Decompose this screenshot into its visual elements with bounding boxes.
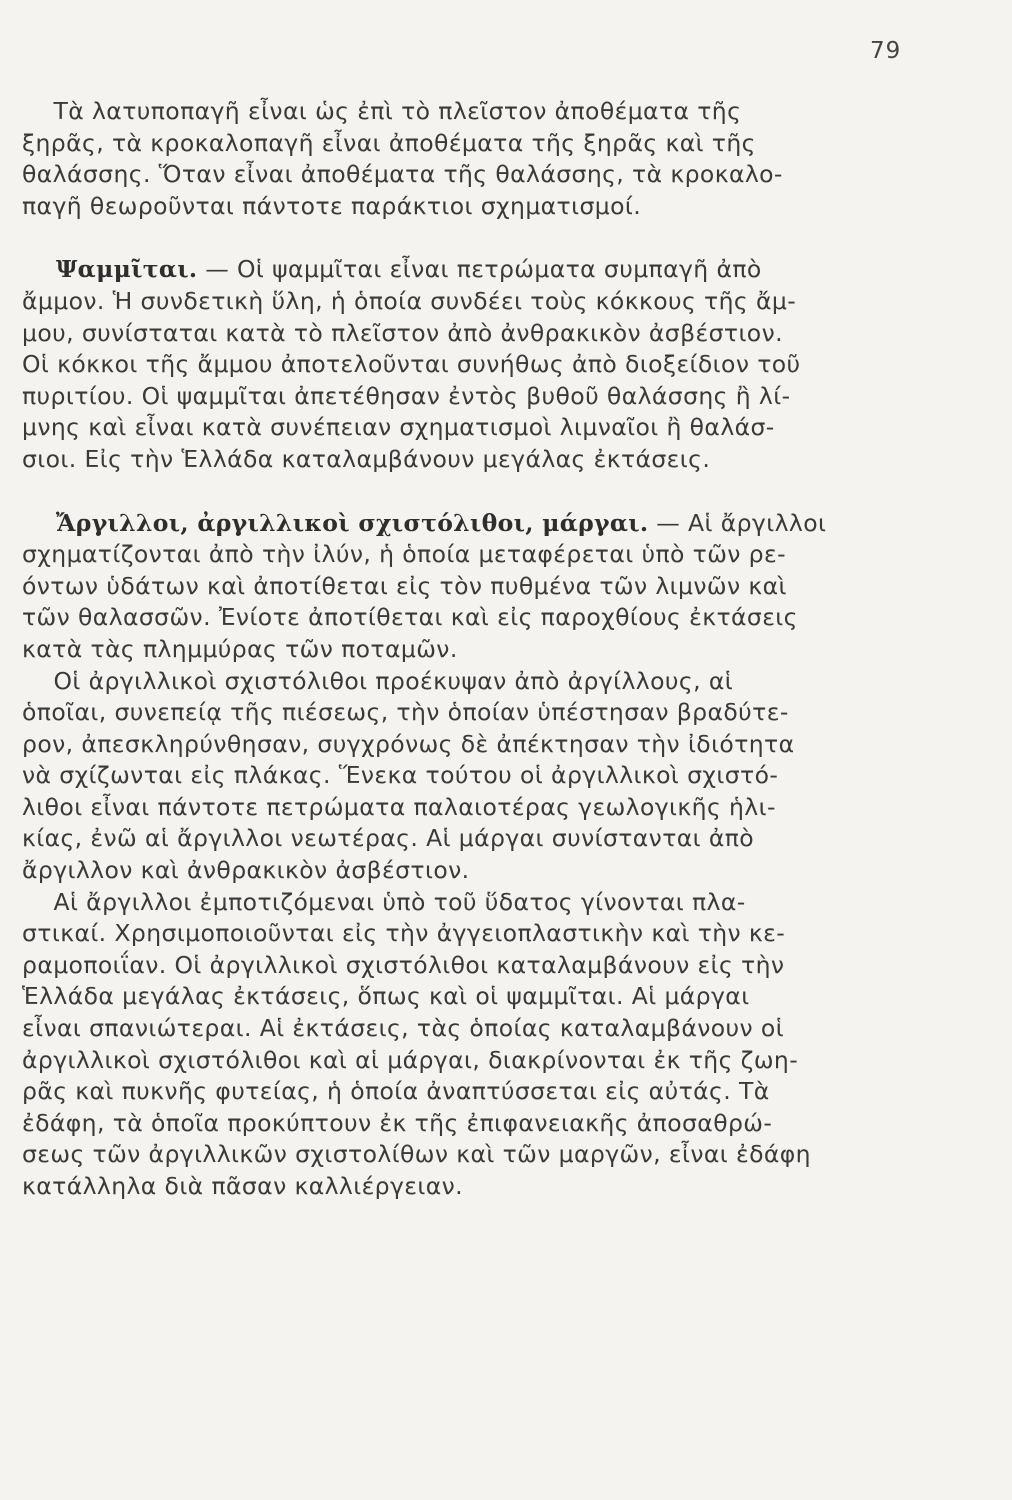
- text-line: θαλάσσης. Ὅταν εἶναι ἀποθέματα τῆς θαλάσσης, τὰ κροκαλο-: [22, 160, 783, 189]
- section-heading-sandstones: Ψαμμῖται.: [22, 255, 198, 284]
- text-line: Αἱ ἄργιλλοι ἐμποτιζόμεναι ὑπὸ τοῦ ὕδατος γίνονται πλα-: [22, 887, 746, 916]
- text-line: ἀργιλλικοὶ σχιστόλιθοι καὶ αἱ μάργαι, διακρίνονται ἐκ τῆς ζωη-: [22, 1045, 799, 1074]
- text-line: σιοι. Εἰς τὴν Ἑλλάδα καταλαμβάνουν μεγάλας ἐκτάσεις.: [22, 444, 711, 473]
- paragraph-gap: [22, 476, 904, 508]
- text-line: ραμοποιΐαν. Οἱ ἀργιλλικοὶ σχιστόλιθοι καταλαμβάνουν εἰς τὴν: [22, 950, 785, 979]
- text-line: ξηρᾶς, τὰ κροκαλοπαγῆ εἶναι ἀποθέματα τῆς ξηρᾶς καὶ τῆς: [22, 128, 756, 157]
- section-heading-clays: Ἄργιλλοι, ἀργιλλικοὶ σχιστόλιθοι, μάργαι.: [22, 508, 649, 537]
- paragraph-sandstones: [22, 254, 904, 475]
- text-line: [22, 254, 904, 286]
- text-line: κατὰ τὰς πλημμύρας τῶν ποταμῶν.: [22, 634, 458, 663]
- page-number: 79: [870, 38, 902, 64]
- text-line: σχηματίζονται ἀπὸ τὴν ἰλύν, ἡ ὁποία μεταφέρεται ὑπὸ τῶν ρε-: [22, 540, 786, 569]
- paragraph-clay-uses: [22, 887, 904, 1203]
- text-line: όντων ὑδάτων καὶ ἀποτίθεται εἰς τὸν πυθμένα τῶν λιμνῶν καὶ: [22, 571, 787, 600]
- text-line: νὰ σχίζωνται εἰς πλάκας. Ἕνεκα τούτου οἱ ἀργιλλικοὶ σχιστό-: [22, 761, 779, 790]
- text-line: πυριτίου. Οἱ ψαμμῖται ἀπετέθησαν ἐντὸς βυθοῦ θαλάσσης ἢ λί-: [22, 381, 791, 410]
- text-line: κατάλληλα διὰ πᾶσαν καλλιέργειαν.: [22, 1172, 464, 1200]
- text-line: Οἱ κόκκοι τῆς ἄμμου ἀποτελοῦνται συνήθως ἀπὸ διοξείδιον τοῦ: [22, 350, 801, 379]
- text-line: μου, συνίσταται κατὰ τὸ πλεῖστον ἀπὸ ἀνθρακικὸν ἀσβέστιον.: [22, 318, 783, 347]
- text-line: [22, 508, 904, 540]
- text-line: μνης καὶ εἶναι κατὰ συνέπειαν σχηματισμοὶ λιμναῖοι ἢ θαλάσ-: [22, 413, 775, 442]
- text-line: ρον, ἀπεσκληρύνθησαν, συγχρόνως δὲ ἀπέκτησαν τὴν ἰδιότητα: [22, 729, 795, 758]
- paragraph-gap: [22, 222, 904, 254]
- body-text: [22, 96, 904, 1203]
- text-line: ἄμμον. Ἡ συνδετικὴ ὕλη, ἡ ὁποία συνδέει τοὺς κόκκους τῆς ἄμ-: [22, 286, 797, 315]
- text-line: λιθοι εἶναι πάντοτε πετρώματα παλαιοτέρας γεωλογικῆς ἡλι-: [22, 792, 776, 821]
- text-line: παγῆ θεωροῦνται πάντοτε παράκτιοι σχηματισμοί.: [22, 191, 642, 220]
- text-line: εἶναι σπανιώτεραι. Αἱ ἐκτάσεις, τὰς ὁποίας καταλαμβάνουν οἱ: [22, 1014, 785, 1043]
- text-line: κίας, ἐνῶ αἱ ἄργιλλοι νεωτέρας. Αἱ μάργαι συνίστανται ἀπὸ: [22, 824, 755, 853]
- text-line: σεως τῶν ἀργιλλικῶν σχιστολίθων καὶ τῶν μαργῶν, εἶναι ἐδάφη: [22, 1140, 811, 1169]
- text-line: ὁποῖαι, συνεπείᾳ τῆς πιέσεως, τὴν ὁποίαν ὑπέστησαν βραδύτε-: [22, 698, 789, 727]
- text-line: ρᾶς καὶ πυκνῆς φυτείας, ἡ ὁποία ἀναπτύσσεται εἰς αὐτάς. Τὰ: [22, 1077, 770, 1106]
- text-segment: — Αἱ ἄργιλλοι: [648, 508, 827, 537]
- text-line: Οἱ ἀργιλλικοὶ σχιστόλιθοι προέκυψαν ἀπὸ ἀργίλλους, αἱ: [22, 666, 734, 695]
- paragraph-shales: [22, 666, 904, 887]
- paragraph-clays: [22, 508, 904, 666]
- text-line: ἐδάφη, τὰ ὁποῖα προκύπτουν ἐκ τῆς ἐπιφανειακῆς ἀποσαθρώ-: [22, 1108, 773, 1137]
- paragraph-breccias-conglomerates: [22, 96, 904, 222]
- text-segment: — Οἱ ψαμμῖται εἶναι πετρώματα συμπαγῆ ἀπὸ: [197, 255, 762, 284]
- text-line: στικαί. Χρησιμοποιοῦνται εἰς τὴν ἀγγειοπλαστικὴν καὶ τὴν κε-: [22, 919, 786, 948]
- text-line: Ἑλλάδα μεγάλας ἐκτάσεις, ὅπως καὶ οἱ ψαμμῖται. Αἱ μάργαι: [22, 982, 750, 1011]
- text-line: τῶν θαλασσῶν. Ἐνίοτε ἀποτίθεται καὶ εἰς παροχθίους ἐκτάσεις: [22, 603, 798, 632]
- text-line: Τὰ λατυποπαγῆ εἶναι ὡς ἐπὶ τὸ πλεῖστον ἀποθέματα τῆς: [22, 97, 742, 125]
- text-line: ἄργιλλον καὶ ἀνθρακικὸν ἀσβέστιον.: [22, 856, 470, 885]
